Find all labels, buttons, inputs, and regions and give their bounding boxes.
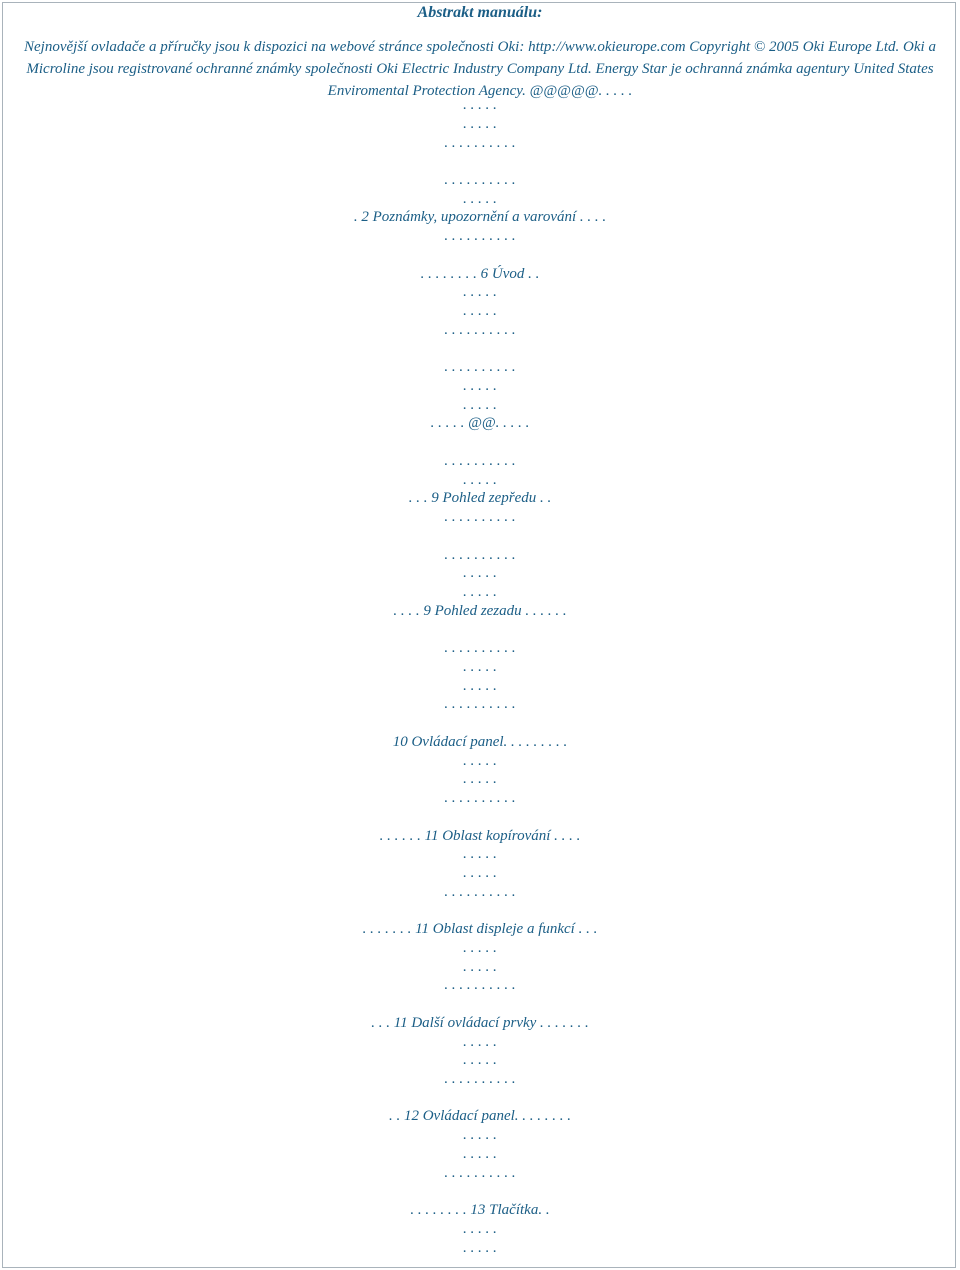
toc-line: . . . . . . . . . . — [444, 1071, 516, 1087]
toc-line: . . . . . — [463, 284, 497, 301]
toc-line: . . . . . . . . . . — [444, 696, 516, 713]
toc-line: . . . . . . . . . . — [444, 977, 516, 994]
toc-line: . . . . . — [463, 115, 497, 132]
toc-line: . . . . 9 Pohled zezadu . . . . . . — [393, 602, 567, 619]
toc-line: . . 12 Ovládací panel. . . . . . . . — [388, 1108, 572, 1125]
toc-line: . . . . . — [463, 565, 497, 582]
toc-line: . . . . . . . . . . — [444, 228, 516, 245]
toc-line: . . . . . . . . . . — [444, 1164, 516, 1181]
toc-line: . . . . . — [463, 303, 497, 319]
toc-line: . . . . . — [463, 864, 497, 881]
toc-line: . . . . . . . . . . — [444, 171, 516, 188]
toc-line: . . . . . . 11 Oblast kopírování . . . . — [379, 827, 581, 844]
toc-line: . . . . . — [463, 1239, 497, 1256]
toc-line: . . . 11 Další ovládací prvky . . . . . . . — [371, 1014, 589, 1031]
toc-line: . . . . . — [463, 677, 497, 694]
toc-line: . . . . . @@. . . . . — [430, 415, 530, 432]
toc-line: . . . . . . . . . . — [444, 321, 516, 338]
toc-line: 10 Ovládací panel. . . . . . . . . — [392, 733, 568, 750]
toc-line: . . . . . — [463, 846, 497, 863]
toc-line: . . . . . — [463, 584, 497, 600]
toc-line: . . . . . — [463, 97, 497, 113]
toc-line: . . . . . . . . 6 Úvod . . — [420, 265, 540, 282]
toc-line: . . . . . — [463, 752, 497, 769]
toc-line: . . . . . . . . . . — [444, 509, 516, 526]
toc-line: . . . . . — [463, 939, 497, 956]
toc-line: . . . . . — [463, 1145, 497, 1162]
toc-line: . . . . . . . . 13 Tlačítka. . — [410, 1202, 550, 1219]
toc-line: . . . . . . . . . . — [444, 790, 516, 806]
abstract-heading: Abstrakt manuálu: — [417, 4, 543, 21]
abstract-line: Microline jsou registrované ochranné známky společnosti Oki Electric Industry Company Ltd. Energy Star je ochranná známka agentury United States — [26, 61, 934, 77]
toc-line: . . . . . . . . . . — [444, 883, 516, 900]
toc-line: . . . . . — [463, 190, 497, 207]
toc-line: . . . . . . . . . . — [444, 359, 516, 376]
toc-line: . . . . . — [463, 958, 497, 975]
toc-line: . . . . . — [463, 396, 497, 413]
toc-line: . . . . . — [463, 658, 497, 675]
abstract-line: Nejnovější ovladače a příručky jsou k dispozici na webové stránce společnosti Oki: http://www.okieurope.com Copyright © 2005 Oki Europe Ltd. Oki a — [24, 39, 936, 55]
toc-line: . . . . . . . . . . — [444, 546, 516, 563]
toc-line: . . . . . — [463, 1220, 497, 1237]
toc-line: . . . . . — [463, 377, 497, 394]
toc-line: . . . 9 Pohled zepředu . . — [408, 490, 552, 507]
toc-line: . . . . . . . . . . — [444, 452, 516, 469]
toc-line: . . . . . — [463, 471, 497, 488]
toc-line: . 2 Poznámky, upozornění a varování . . . . — [353, 209, 607, 226]
toc-line: . . . . . — [463, 1127, 497, 1144]
toc-line: . . . . . — [463, 1052, 497, 1069]
toc-line: . . . . . . . . . . — [444, 640, 516, 657]
toc-line: . . . . . . . 11 Oblast displeje a funkcí . . . — [362, 921, 598, 938]
toc-line: . . . . . — [463, 771, 497, 788]
toc-line: . . . . . — [463, 1033, 497, 1050]
toc-line: . . . . . . . . . . — [444, 134, 516, 151]
abstract-line: Enviromental Protection Agency. @@@@@. . . . . — [327, 83, 633, 99]
